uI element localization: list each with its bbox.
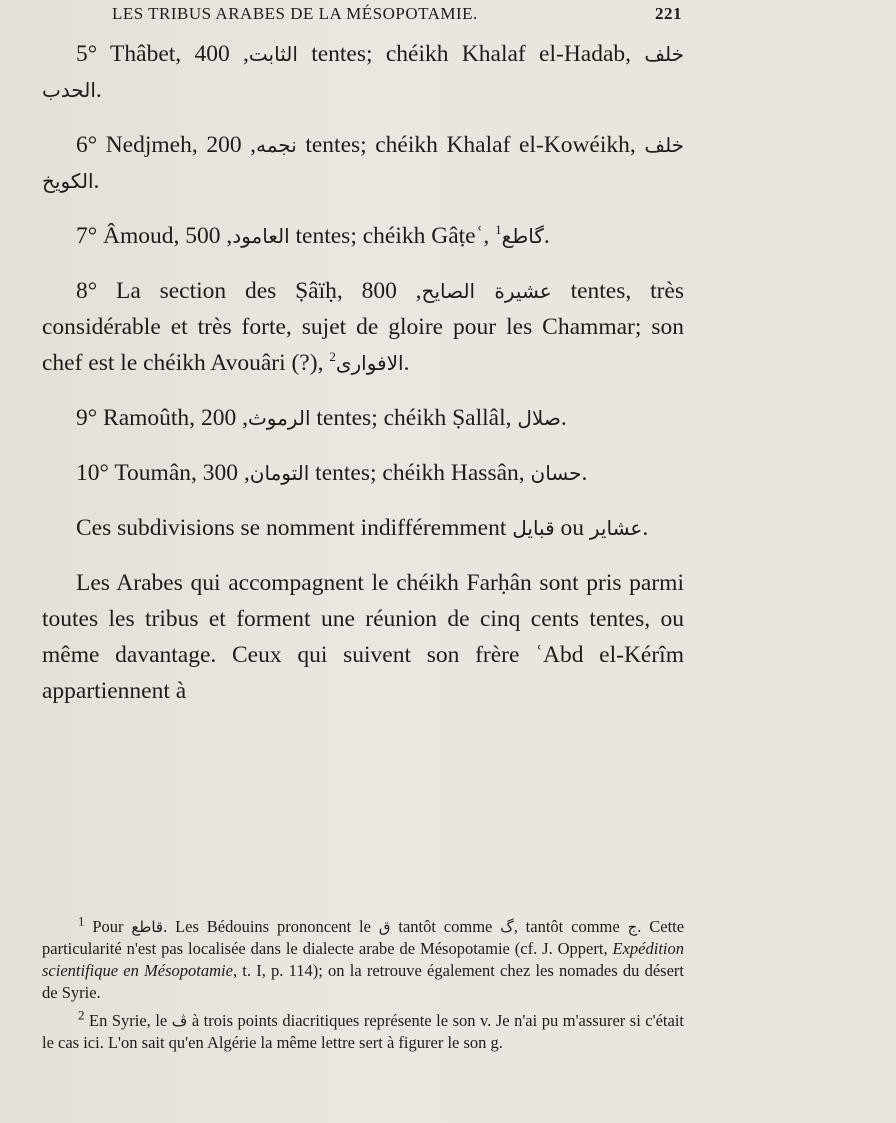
arabic-term: نجمه	[256, 133, 297, 157]
footnote-1: $^1$ Pour قاطع. Les Bédouins prononcent le ق tantôt comme گ, tantôt comme ج. Cette particularité n'est pas localisée dans le dialecte arabe de Mésopotamie (cf. J. Oppert, Expédition scientifique en Mésopotamie, t. I, p. 114); on la retrouve également chez les nomades du désert de Syrie.	[42, 913, 685, 1002]
arabic-term: قبايل	[512, 516, 555, 540]
footnote-2: $^2$ En Syrie, le ڤ à trois points diacritiques représente le son v. Je n'ai pu m'assurer si c'était le cas ici. L'on sait qu'en Algérie la même lettre sert à figurer le son g.	[42, 1007, 684, 1052]
arabic-term: الافوارى	[335, 351, 404, 375]
tribe-paragraph-6: 6° Nedjmeh, نجمه, 200 tentes; chéikh Khalaf el-Kowéikh, خلف الكويخ.	[42, 132, 685, 194]
arabic-term: الثابت	[248, 42, 298, 66]
tribe-paragraph-5: 5° Thâbet, الثابت, 400 tentes; chéikh Khalaf el-Hadab, خلف الحدب.	[42, 41, 685, 103]
arabic-term: صلال	[517, 406, 561, 430]
tribe-paragraph-10: 10° Toumân, التومان, 300 tentes; chéikh Hassân, حسان.	[76, 460, 588, 486]
arabic-term: الرموث	[247, 406, 311, 430]
arabic-letter: گ	[500, 918, 514, 936]
arabic-term: گاطع	[501, 224, 544, 248]
closing-paragraph: Les Arabes qui accompagnent le chéikh Farḥân sont pris parmi toutes les tribus et forment une réunion de cinq cents tentes, ou même davantage. Ceux qui suivent son frère ʿAbd el-Kérîm appartiennent à	[42, 570, 684, 704]
running-header	[112, 4, 682, 24]
arabic-letter: ج	[627, 918, 638, 936]
arabic-term: قاطع	[131, 918, 164, 936]
arabic-letter: ق	[378, 918, 391, 936]
main-text	[42, 36, 684, 728]
arabic-term: عشيرة الصايح	[421, 279, 552, 303]
footnote-mark: 2	[78, 1007, 85, 1023]
arabic-term: حسان	[530, 461, 582, 485]
footnote-mark: 1	[78, 913, 85, 929]
arabic-letter: ڤ	[171, 1012, 188, 1030]
page-number: 221	[655, 4, 682, 23]
footnote-ref[interactable]: 1	[495, 222, 502, 238]
tribe-paragraph-7: 7° Âmoud, العامود, 500 tentes; chéikh Gâṭeʿ, گاطع$^1$ .	[76, 222, 550, 249]
arabic-term: عشاير	[589, 516, 643, 540]
arabic-term: خلف الحدب	[42, 42, 685, 102]
arabic-term: العامود	[232, 224, 290, 248]
footnote-ref[interactable]: 2	[329, 349, 336, 365]
arabic-term: خلف الكويخ	[42, 133, 685, 193]
tribe-paragraph-9: 9° Ramoûth, الرموث, 200 tentes; chéikh Ṣallâl, صلال.	[76, 405, 567, 431]
running-title: LES TRIBUS ARABES DE LA MÉSOPOTAMIE.	[112, 4, 478, 23]
arabic-term: التومان	[249, 461, 310, 485]
footnotes	[42, 913, 685, 1060]
citation-title: Expédition scientifique en Mésopotamie	[42, 939, 685, 980]
subdivisions-paragraph: Ces subdivisions se nomment indifféremment قبايل ou عشاير.	[76, 515, 649, 541]
tribe-paragraph-8: 8° La section des Ṣâïḥ, عشيرة الصايح, 800 tentes, très considérable et très forte, sujet de gloire pour les Chammar; son chef est le chéikh Avouâri (?), الافوارى$^2$ .	[42, 278, 685, 376]
